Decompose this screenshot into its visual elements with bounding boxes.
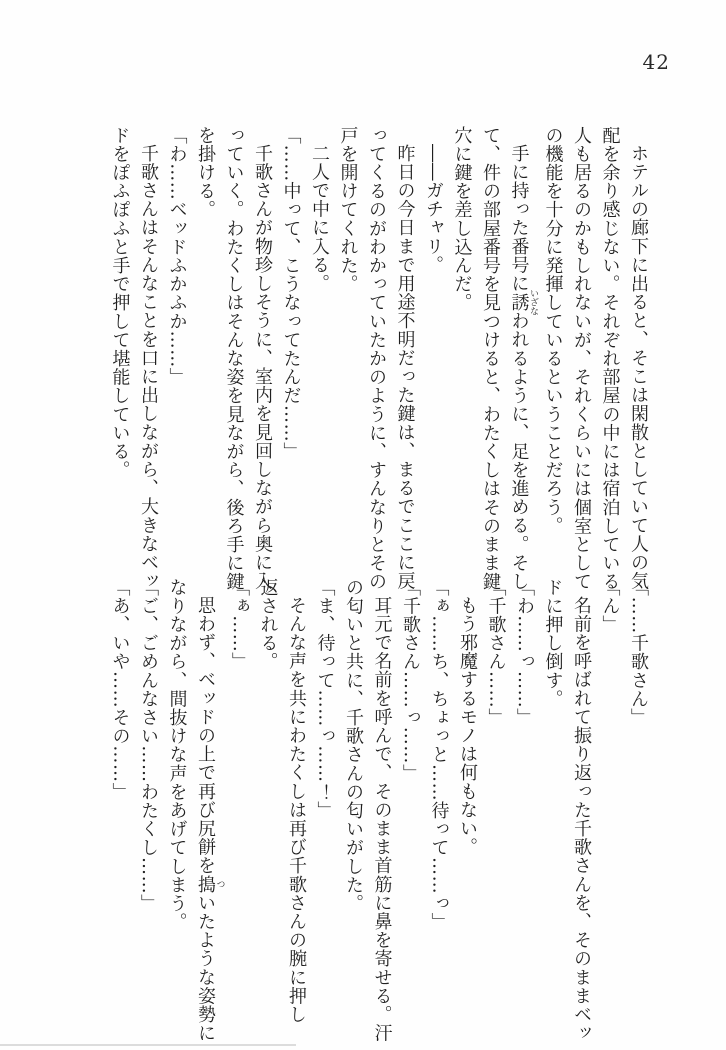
text-line: 二人で中に入る。 [309,144,330,293]
text-line: 千歌さんが物珍しそうに、室内を見回しながら奥に入 [252,144,273,591]
text-line: ドに押し倒す。 [542,578,564,709]
text-line: 人も居るのかもしれないが、それくらいには個室として [571,126,592,591]
text-line: 「……中って、こうなってたんだ……」 [280,126,302,461]
text-line: 「ま、待って……っ……！」 [314,578,336,820]
text-block-top [105,126,652,598]
text-line: 耳元で名前を呼んで、そのまま首筋に鼻を寄せる。汗 [371,596,393,1043]
text-line: 「千歌さん……っ……」 [400,578,421,783]
text-line: 「ご、ごめんなさい……わたくし……」 [138,578,159,913]
text-line: 昨日の今日まで用途不明だった鍵は、まるでここに戻 [394,144,416,591]
text-line: 「ぁ……」 [229,578,250,671]
page-number: 42 [642,50,670,74]
text-line: 千歌さんはそんなことを口に出しながら、大きなベッ [138,144,159,591]
text-line: 穴に鍵を差し込んだ。 [451,126,473,312]
text-line: もう邪魔するモノは何もない。 [457,596,478,857]
text-line: 「……千歌さん」 [628,578,649,727]
text-line: 手に持った番号に誘いざなわれるように、足を進める。そし [508,144,538,591]
text-line: て、件の部屋番号を見つけると、わたくしはそのまま鍵 [480,126,501,591]
text-line: っていく。わたくしはそんな姿を見ながら、後ろ手に鍵 [223,126,245,591]
text-line: 「千歌さん……」 [485,578,507,727]
text-line: の機能を十分に発揮しているということだろう。 [542,126,564,536]
text-line: 「ぁ……ち、ちょっと……待って……っ」 [428,578,450,932]
text-line: ――ガチャリ。 [423,144,444,275]
text-line: 名前を呼ばれて振り返った千歌さんを、そのままベッ [571,596,592,1043]
scan-artifact-line [0,1044,296,1046]
text-line: ってくるのがわかっていたかのように、すんなりとその [366,126,387,591]
text-line: なりながら、間抜けな声をあげてしまう。 [166,578,188,932]
text-line: ホテルの廊下に出ると、そこは閑散としていて人の気 [628,144,649,591]
text-line: 「ん」 [599,578,621,634]
text-line: 「わ……っ……」 [514,578,535,727]
ruby-annotation: 誘いざな [508,288,538,316]
text-block-bottom [105,578,652,1050]
text-line: そんな声を共にわたくしは再び千歌さんの腕に押し [286,596,307,1024]
ruby-annotation: 搗つ [195,875,225,894]
text-line: 「わ……ベッドふかふか……」 [166,126,188,387]
text-line: 戸を開けてくれた。 [337,126,359,294]
text-line: ドをぽふぽふと手で押して堪能している。 [109,126,131,480]
text-line: 「あ、いや……その……」 [109,578,131,802]
text-line: の匂いと共に、千歌さんの匂いがした。 [343,578,364,913]
text-line: を掛ける。 [195,126,216,219]
text-line: 思わず、ベッドの上で再び尻餅を搗ついたような姿勢に [195,596,225,1043]
text-line: 返される。 [257,578,279,671]
text-line: 配を余り感じない。それぞれ部屋の中には宿泊している [599,126,621,591]
